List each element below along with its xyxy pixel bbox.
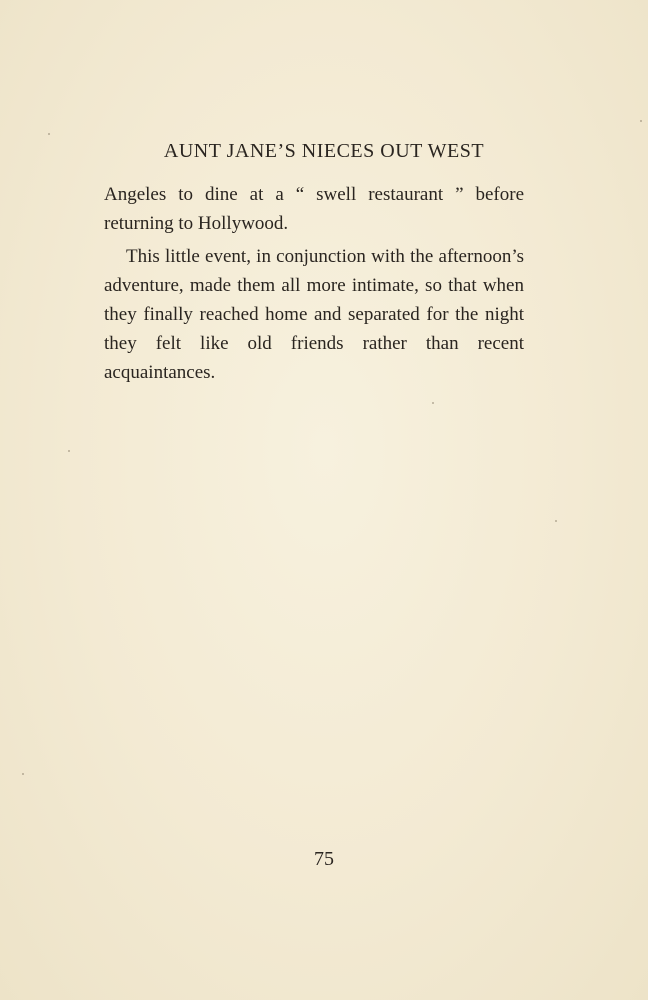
- paper-speck: [555, 520, 557, 522]
- paper-speck: [48, 133, 50, 135]
- paragraph-continuation: Angeles to dine at a “ swell restaurant ” before returning to Hollywood.: [104, 184, 524, 234]
- paper-speck: [432, 402, 434, 404]
- body-text: [104, 180, 524, 387]
- paper-speck: [22, 773, 24, 775]
- page-number: 75: [314, 848, 334, 870]
- paragraph: This little event, in conjunction with the afternoon’s adventure, made them all more intimate, so that when they finally reached home and separated for the night they felt like old friends rather than recent acquaintances.: [104, 246, 524, 383]
- running-head: AUNT JANE’S NIECES OUT WEST: [163, 140, 485, 162]
- paper-speck: [640, 120, 642, 122]
- paper-speck: [68, 450, 70, 452]
